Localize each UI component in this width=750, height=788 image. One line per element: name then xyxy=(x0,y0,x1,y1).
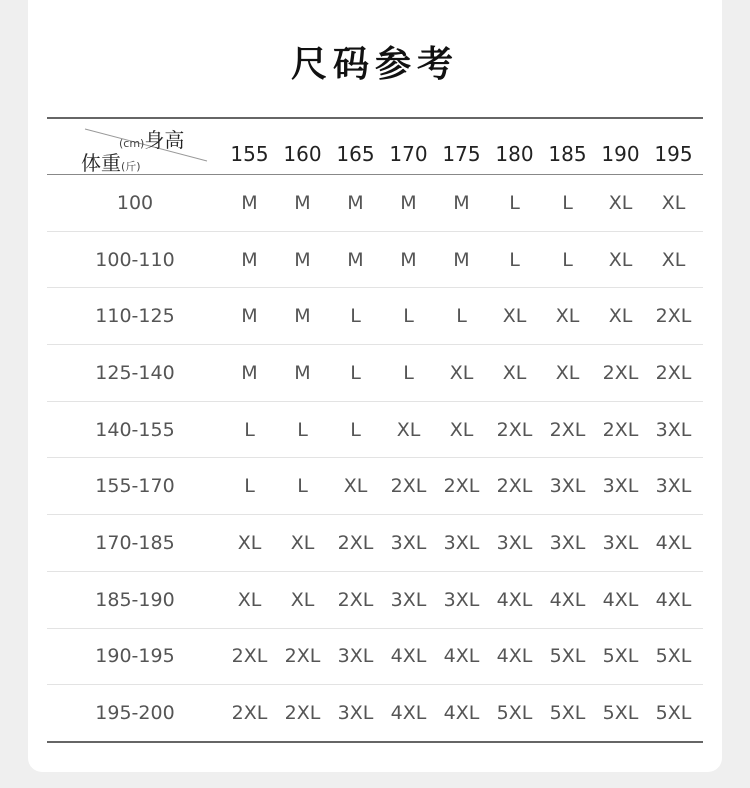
size-cell: M xyxy=(400,248,417,271)
size-cell: 4XL xyxy=(549,588,586,611)
size-cell: 2XL xyxy=(496,475,533,498)
size-cell: 3XL xyxy=(390,531,427,554)
weight-range-cell: 100-110 xyxy=(95,248,175,271)
size-cell: 4XL xyxy=(602,588,639,611)
table-row xyxy=(47,175,703,232)
size-cell: 5XL xyxy=(655,702,692,725)
size-cell: 4XL xyxy=(443,645,480,668)
size-cell: 4XL xyxy=(496,645,533,668)
page-title: 尺码参考 xyxy=(290,44,459,85)
size-cell: L xyxy=(403,305,414,328)
size-cell: 5XL xyxy=(549,702,586,725)
height-header-cell: 160 xyxy=(283,141,322,166)
size-cell: XL xyxy=(237,588,262,611)
size-cell: 4XL xyxy=(443,702,480,725)
size-cell: XL xyxy=(290,531,315,554)
size-cell: 3XL xyxy=(337,702,374,725)
size-cell: M xyxy=(400,191,417,214)
size-cell: 5XL xyxy=(549,645,586,668)
size-cell: XL xyxy=(343,475,368,498)
size-cell: L xyxy=(297,475,308,498)
height-header-cell: 155 xyxy=(230,141,269,166)
size-cell: 2XL xyxy=(443,475,480,498)
size-cell: L xyxy=(350,418,361,441)
height-header-cell: 195 xyxy=(654,141,693,166)
table-row xyxy=(47,402,703,459)
size-cell: M xyxy=(294,248,311,271)
table-row xyxy=(47,572,703,629)
size-cell: 3XL xyxy=(443,588,480,611)
size-cell: XL xyxy=(555,305,580,328)
weight-range-cell: 155-170 xyxy=(95,475,175,498)
size-cell: L xyxy=(244,418,255,441)
table-row xyxy=(47,515,703,572)
size-cell: L xyxy=(562,191,573,214)
size-cell: 2XL xyxy=(602,418,639,441)
table-row xyxy=(47,629,703,686)
height-header-cell: 175 xyxy=(442,141,481,166)
table-row xyxy=(47,685,703,741)
height-header-cell: 165 xyxy=(336,141,375,166)
size-cell: M xyxy=(347,248,364,271)
weight-axis-label: 体重(斤) xyxy=(81,151,141,174)
size-cell: 3XL xyxy=(655,475,692,498)
size-cell: 3XL xyxy=(602,531,639,554)
weight-range-cell: 185-190 xyxy=(95,588,175,611)
size-cell: 3XL xyxy=(496,531,533,554)
size-cell: 4XL xyxy=(655,588,692,611)
size-cell: 5XL xyxy=(602,702,639,725)
size-cell: XL xyxy=(449,418,474,441)
size-cell: 4XL xyxy=(496,588,533,611)
size-cell: 4XL xyxy=(390,645,427,668)
table-body xyxy=(47,175,703,741)
size-cell: 3XL xyxy=(602,475,639,498)
size-cell: 2XL xyxy=(337,588,374,611)
size-cell: 2XL xyxy=(337,531,374,554)
size-cell: M xyxy=(241,361,258,384)
weight-range-cell: 100 xyxy=(116,191,154,214)
table-row xyxy=(47,345,703,402)
size-cell: M xyxy=(294,305,311,328)
size-cell: 3XL xyxy=(549,475,586,498)
weight-range-cell: 170-185 xyxy=(95,531,175,554)
size-cell: M xyxy=(453,191,470,214)
size-cell: 3XL xyxy=(549,531,586,554)
size-cell: M xyxy=(347,191,364,214)
size-cell: 2XL xyxy=(549,418,586,441)
size-cell: 5XL xyxy=(655,645,692,668)
size-cell: 2XL xyxy=(231,645,268,668)
size-cell: XL xyxy=(502,361,527,384)
size-cell: XL xyxy=(555,361,580,384)
table-row xyxy=(47,232,703,289)
size-cell: M xyxy=(294,191,311,214)
weight-range-cell: 140-155 xyxy=(95,418,175,441)
size-cell: 2XL xyxy=(496,418,533,441)
size-cell: 2XL xyxy=(602,361,639,384)
size-cell: 3XL xyxy=(337,645,374,668)
height-header-cell: 170 xyxy=(389,141,428,166)
table-header-row xyxy=(47,119,703,175)
size-cell: L xyxy=(456,305,467,328)
size-cell: L xyxy=(562,248,573,271)
size-cell: L xyxy=(244,475,255,498)
size-cell: 3XL xyxy=(443,531,480,554)
size-cell: 3XL xyxy=(390,588,427,611)
size-cell: XL xyxy=(661,191,686,214)
size-cell: L xyxy=(350,361,361,384)
size-cell: 4XL xyxy=(390,702,427,725)
size-cell: 2XL xyxy=(655,361,692,384)
size-cell: M xyxy=(453,248,470,271)
size-cell: L xyxy=(350,305,361,328)
size-cell: 2XL xyxy=(390,475,427,498)
size-cell: XL xyxy=(290,588,315,611)
weight-range-cell: 110-125 xyxy=(95,305,175,328)
weight-range-cell: 125-140 xyxy=(95,361,175,384)
size-cell: L xyxy=(509,191,520,214)
size-cell: M xyxy=(294,361,311,384)
size-cell: XL xyxy=(608,191,633,214)
size-cell: M xyxy=(241,191,258,214)
size-table xyxy=(47,117,703,743)
table-row xyxy=(47,288,703,345)
table-corner-header xyxy=(47,119,223,174)
weight-range-cell: 195-200 xyxy=(95,702,175,725)
size-cell: XL xyxy=(396,418,421,441)
size-cell: M xyxy=(241,248,258,271)
size-cell: L xyxy=(509,248,520,271)
size-cell: XL xyxy=(502,305,527,328)
size-cell: 3XL xyxy=(655,418,692,441)
weight-range-cell: 190-195 xyxy=(95,645,175,668)
size-cell: XL xyxy=(608,305,633,328)
size-cell: 4XL xyxy=(655,531,692,554)
size-cell: 5XL xyxy=(602,645,639,668)
size-cell: XL xyxy=(449,361,474,384)
height-header-cell: 180 xyxy=(495,141,534,166)
size-cell: XL xyxy=(237,531,262,554)
size-cell: 2XL xyxy=(284,702,321,725)
size-cell: 2XL xyxy=(231,702,268,725)
size-cell: L xyxy=(297,418,308,441)
table-row xyxy=(47,458,703,515)
size-cell: 2XL xyxy=(655,305,692,328)
size-cell: L xyxy=(403,361,414,384)
size-cell: XL xyxy=(608,248,633,271)
size-cell: M xyxy=(241,305,258,328)
height-header-cell: 190 xyxy=(601,141,640,166)
size-cell: 2XL xyxy=(284,645,321,668)
size-cell: XL xyxy=(661,248,686,271)
height-header-cell: 185 xyxy=(548,141,587,166)
height-axis-label: (cm)身高 xyxy=(119,128,185,152)
size-cell: 5XL xyxy=(496,702,533,725)
